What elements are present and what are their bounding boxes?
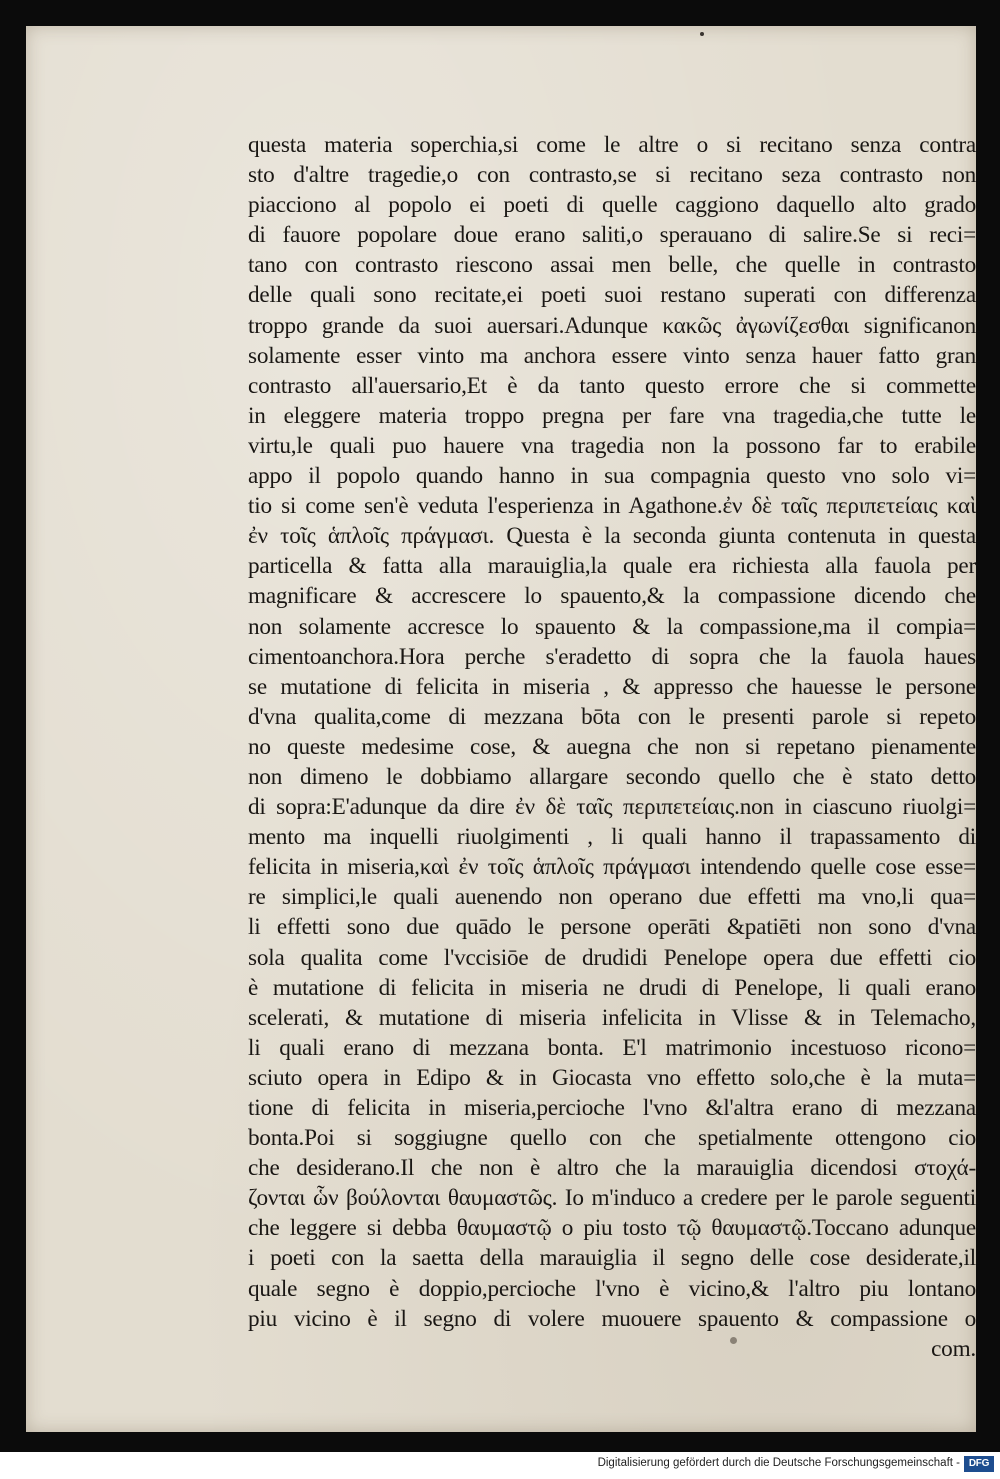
text-line: ἐν τοῖς ἁπλοῖς πράγμασι. Questa è la seconda giunta contenuta in questa: [248, 523, 976, 550]
ink-spot: [700, 32, 704, 36]
text-line: virtu,le quali puo hauere vna tragedia non la possono far to erabile: [248, 432, 976, 459]
ink-spot: [730, 1337, 737, 1344]
text-line: i poeti con la saetta della marauiglia il segno delle cose desiderate,il: [248, 1245, 976, 1272]
footer-bar: [0, 1452, 1000, 1479]
text-line: felicita in miseria,καὶ ἐν τοῖς ἁπλοῖς πράγμασι intendendo quelle cose esse=: [248, 854, 976, 881]
text-line: questa materia soperchia,si come le altre o si recitano senza contra: [248, 132, 976, 158]
text-line: quale segno è doppio,percioche l'vno è vicino,& l'altro piu lontano: [248, 1275, 976, 1302]
text-line: sola qualita come l'vccisiōe de drudidi Penelope opera due effetti cio: [248, 944, 976, 971]
text-line: è mutatione di felicita in miseria ne drudi di Penelope, li quali erano: [248, 974, 976, 1001]
text-line: li quali erano di mezzana bonta. E'l matrimonio incestuoso ricono=: [248, 1034, 976, 1061]
page-text: [248, 130, 976, 1364]
text-line: ζονται ὧν βούλονται θαυμαστῶς. Io m'induco a credere per le parole seguenti: [248, 1185, 976, 1212]
text-line: appo il popolo quando hanno in sua compagnia questo vno solo vi=: [248, 463, 976, 490]
text-line: piu vicino è il segno di volere muouere spauento & compassione o: [248, 1305, 976, 1332]
text-line: di sopra:E'adunque da dire ἐν δὲ ταῖς περιπετείαις.non in ciascuno riuolgi=: [248, 794, 976, 821]
text-line: contrasto all'auersario,Et è da tanto questo errore che si commette: [248, 372, 976, 399]
text-line: in eleggere materia troppo pregna per fare vna tragedia,che tutte le: [248, 402, 976, 429]
text-line: che leggere si debba θαυμαστῷ o piu tosto τῷ θαυμαστῷ.Toccano adunque: [248, 1215, 976, 1242]
text-line: tano con contrasto riescono assai men belle, che quelle in contrasto: [248, 252, 976, 279]
text-line: no queste medesime cose, & auegna che non si repetano pienamente: [248, 733, 976, 760]
text-line: cimentoanchora.Hora perche s'eradetto di sopra che la fauola haues: [248, 643, 976, 670]
text-line: troppo grande da suoi auersari.Adunque κακῶς ἀγωνίζεσθαι significanon: [248, 312, 976, 339]
text-line: li effetti sono due quādo le persone operāti &patiēti non sono d'vna: [248, 914, 976, 941]
dfg-logo: DFG: [964, 1456, 994, 1472]
text-line: bonta.Poi si soggiugne quello con che spetialmente ottengono cio: [248, 1125, 976, 1152]
text-line: se mutatione di felicita in miseria , & appresso che hauesse le persone: [248, 673, 976, 700]
text-line: tio si come sen'è veduta l'esperienza in Agathone.ἐν δὲ ταῖς περιπετείαις καὶ: [248, 493, 976, 520]
text-line: particella & fatta alla marauiglia,la quale era richiesta alla fauola per: [248, 553, 976, 580]
text-line: delle quali sono recitate,ei poeti suoi restano superati con differenza: [248, 282, 976, 309]
text-line: scelerati, & mutatione di miseria infelicita in Vlisse & in Telemacho,: [248, 1004, 976, 1031]
book-page: [26, 26, 976, 1432]
text-line: sciuto opera in Edipo & in Giocasta vno effetto solo,che è la muta=: [248, 1064, 976, 1091]
text-line: piacciono al popolo ei poeti di quelle caggiono daquello alto grado: [248, 192, 976, 219]
text-line: che desiderano.Il che non è altro che la marauiglia dicendosi στοχά-: [248, 1155, 976, 1182]
text-line: solamente esser vinto ma anchora essere vinto senza hauer fatto gran: [248, 342, 976, 369]
text-line: d'vna qualita,come di mezzana bōta con le presenti parole si repeto: [248, 703, 976, 730]
text-line: magnificare & accrescere lo spauento,& la compassione dicendo che: [248, 583, 976, 610]
text-line: non solamente accresce lo spauento & la compassione,ma il compia=: [248, 613, 976, 640]
text-line: di fauore popolare doue erano saliti,o sperauano di salire.Se si reci=: [248, 222, 976, 249]
text-line: sto d'altre tragedie,o con contrasto,se si recitano seza contrasto non: [248, 162, 976, 189]
text-line: tione di felicita in miseria,percioche l'vno &l'altra erano di mezzana: [248, 1095, 976, 1121]
text-line: re simplici,le quali auenendo non operano due effetti ma vno,li qua=: [248, 884, 976, 911]
text-line: mento ma inquelli riuolgimenti , li quali hanno il trapassamento di: [248, 824, 976, 851]
catchword: com.: [931, 1335, 976, 1362]
text-line: non dimeno le dobbiamo allargare secondo quello che è stato detto: [248, 763, 976, 790]
funding-credit: Digitalisierung gefördert durch die Deutsche Forschungsgemeinschaft -: [597, 1457, 960, 1469]
